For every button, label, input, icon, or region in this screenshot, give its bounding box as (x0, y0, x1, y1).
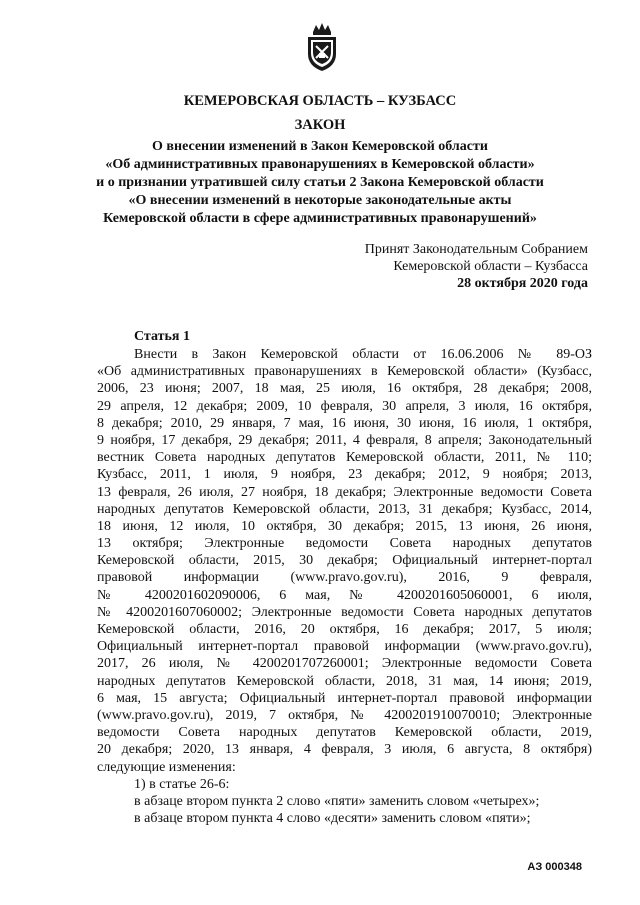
body-line: 13 февраля, 26 июля, 27 ноября, 18 декабря; Электронные ведомости Совета (97, 484, 592, 500)
law-title-line: «О внесении изменений в некоторые законодательные акты (128, 193, 512, 208)
body-line: 20 декабря; 2020, 13 января, 4 февраля, 3 июля, 6 августа, 8 октября) (97, 742, 592, 758)
body-line: 18 июня, 12 июля, 10 октября, 30 декабря; 2015, 13 июня, 26 июня, (97, 518, 592, 534)
body-line: народных депутатов Кемеровской области, 2013, 31 декабря; Кузбасс, 2014, (97, 501, 592, 517)
body-line: Кемеровской области, 2015, 30 декабря; Официальный интернет-портал (97, 553, 592, 569)
law-title-line: и о признании утратившей силу статьи 2 Закона Кемеровской области (96, 175, 544, 190)
adoption-line: Кемеровской области – Кузбасса (393, 259, 588, 274)
body-line: «Об административных правонарушениях в Кемеровской области» (Кузбасс, (97, 364, 592, 380)
body-line: 2017, 26 июля, № 4200201707260001; Электронные ведомости Совета (97, 656, 592, 672)
body-line: Кемеровской области, 2016, 20 октября, 16 декабря; 2017, 5 июля; (97, 622, 592, 637)
law-title-line: О внесении изменений в Закон Кемеровской области (152, 139, 488, 154)
body-line: 9 ноября, 17 декабря, 29 декабря; 2011, 4 февраля, 8 апреля; Законодательный (97, 432, 592, 448)
region-name: КЕМЕРОВСКАЯ ОБЛАСТЬ – КУЗБАСС (183, 93, 457, 109)
amendment-item: в абзаце втором пункта 2 слово «пяти» заменить словом «четырех»; (134, 793, 540, 809)
body-line: Кузбасс, 2011, 1 июля, 9 ноября, 23 декабря; 2012, 9 ноября; 2013, (97, 467, 592, 483)
body-line: (www.pravo.gov.ru), 2019, 7 октября, № 4200201910070010; Электронные (97, 707, 592, 723)
article-heading: Статья 1 (134, 329, 190, 344)
body-line: 6 мая, 15 августа; Официальный интернет-портал правовой информации (97, 690, 592, 706)
body-line: правовой информации (www.pravo.gov.ru), 2016, 9 февраля, (97, 570, 592, 586)
adoption-block (365, 241, 588, 292)
adoption-date: 28 октября 2020 года (457, 276, 588, 291)
body-line: 2006, 23 июня; 2007, 18 мая, 25 июля, 16 октября, 28 декабря; 2008, (97, 381, 592, 397)
body-line: 8 декабря; 2010, 29 января, 7 мая, 16 июня, 30 июня, 16 июля, 1 октября, (97, 415, 592, 431)
body-line: Официальный интернет-портал правовой информации (www.pravo.gov.ru), (97, 639, 592, 655)
amendment-item: 1) в статье 26-6: (134, 776, 230, 792)
article-body (97, 346, 592, 827)
adoption-line: Принят Законодательным Собранием (364, 242, 588, 257)
document-serial-code: АЗ 000348 (527, 861, 582, 873)
document-type: ЗАКОН (294, 117, 346, 133)
law-title-line: «Об административных правонарушениях в Кемеровской области» (105, 157, 535, 172)
body-line: 13 октября; Электронные ведомости Совета народных депутатов (97, 536, 592, 552)
body-line: № 4200201607060002; Электронные ведомости Совета народных депутатов (97, 604, 592, 620)
body-line: народных депутатов Кемеровской области, 2018, 31 мая, 14 июня; 2019, (97, 673, 592, 689)
body-line: Внести в Закон Кемеровской области от 16.06.2006 № 89-ОЗ (134, 347, 592, 362)
body-line: ведомости Совета народных депутатов Кемеровской области, 2019, (97, 725, 592, 741)
body-line: № 4200201602090006, 6 мая, № 4200201605060001, 6 июля, (97, 587, 592, 603)
body-line: вестник Совета народных депутатов Кемеровской области, 2011, № 110; (97, 450, 592, 466)
law-title-line: Кемеровской области в сфере административных правонарушений» (103, 211, 537, 226)
coat-of-arms-icon (303, 22, 341, 72)
law-title (0, 138, 640, 228)
body-line: следующие изменения: (97, 759, 236, 775)
body-line: 29 апреля, 12 декабря; 2009, 10 февраля, 30 апреля, 3 июля, 16 октября, (97, 398, 592, 414)
amendment-item: в абзаце втором пункта 4 слово «десяти» заменить словом «пяти»; (134, 811, 531, 827)
